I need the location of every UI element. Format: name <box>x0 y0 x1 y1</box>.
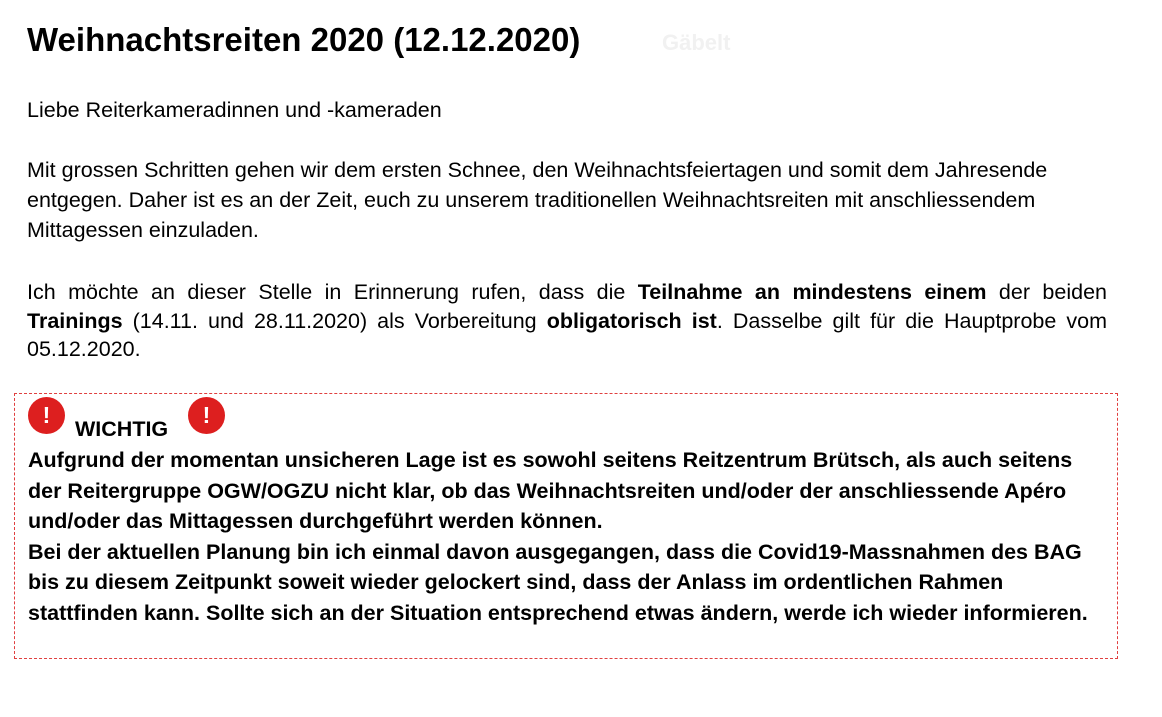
exclamation-icon: ! <box>28 397 65 434</box>
notice-body <box>28 445 1108 628</box>
important-notice-box <box>14 393 1118 659</box>
notice-paragraph-1: Aufgrund der momentan unsicheren Lage ist es sowohl seitens Reitzentrum Brütsch, als auch seitens der Reitergruppe OGW/OGZU nicht klar, ob das Weihnachtsreiten und/oder der anschliessende Apéro und/oder das Mittagessen durchgeführt werden können. <box>28 448 1073 533</box>
reminder-text-3: (14.11. und 28.11.2020) als Vorbereitung <box>122 308 547 333</box>
reminder-text-2: der beiden <box>986 280 1107 304</box>
reminder-text-4: . Dasselbe gilt für die Hauptprobe vom 05.12.2020. <box>27 308 1107 361</box>
greeting: Liebe Reiterkameradinnen und -kameraden <box>27 98 442 122</box>
reminder-paragraph <box>27 278 1107 364</box>
notice-heading: WICHTIG <box>75 417 169 441</box>
exclamation-icon: ! <box>188 397 225 434</box>
notice-paragraph-2: Bei der aktuellen Planung bin ich einmal davon ausgegangen, dass die Covid19-Massnahmen des BAG bis zu diesem Zeitpunkt soweit wieder gelockert sind, dass der Anlass im ordentlichen Rahmen stattfinden kann. Sollte sich an der Situation entsprechend etwas ändern, werde ich wieder informieren. <box>28 539 1088 625</box>
reminder-bold-trainings: Trainings <box>27 308 123 333</box>
intro-paragraph: Mit grossen Schritten gehen wir dem ersten Schnee, den Weihnachtsfeiertagen und somit dem Jahresende entgegen. Daher ist es an der Zeit, euch zu unserem traditionellen Weihnachtsreiten mit anschliessendem Mittagessen einzuladen. <box>27 158 1048 242</box>
reminder-text-1: Ich möchte an dieser Stelle in Erinnerung rufen, dass die <box>27 280 638 304</box>
page-title: Weihnachtsreiten 2020 (12.12.2020) <box>27 21 581 58</box>
watermark: Gäbelt <box>662 30 731 55</box>
reminder-bold-mandatory: obligatorisch ist <box>546 308 717 333</box>
reminder-bold-participation: Teilnahme an mindestens einem <box>637 280 987 304</box>
